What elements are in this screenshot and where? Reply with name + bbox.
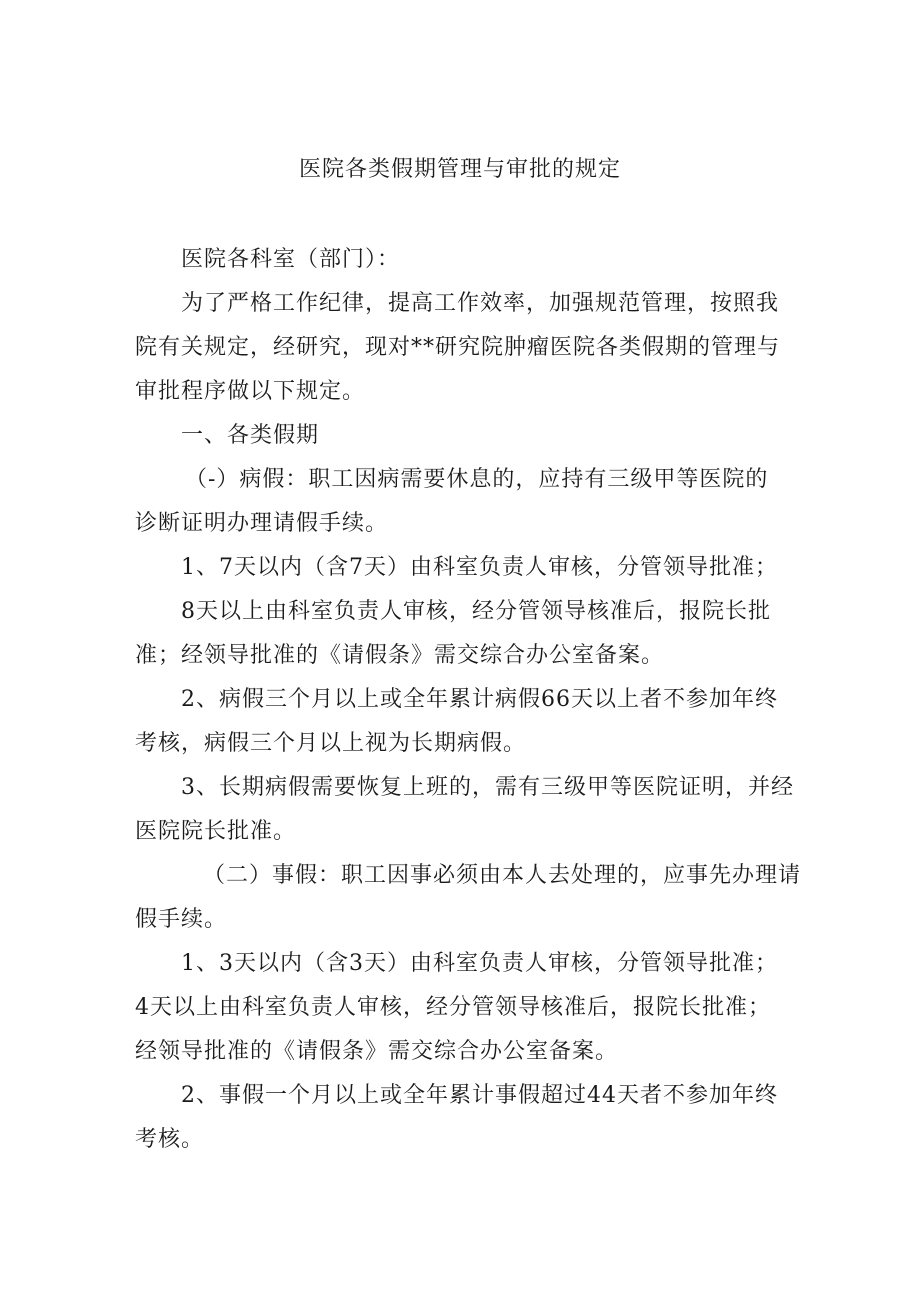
paragraph-line: 考核。 [135, 1127, 205, 1152]
subsection-line: （-）病假：职工因病需要休息的，应持有三级甲等医院的 [185, 467, 769, 492]
subsection-line: （二）事假：职工因事必须由本人去处理的，应事先办理请 [203, 863, 802, 888]
paragraph-line: 准；经领导批准的《请假条》需交综合办公室备案。 [135, 643, 665, 668]
paragraph-line: 4天以上由科室负责人审核，经分管领导核准后，报院长批准； [135, 995, 771, 1020]
item-line: 2、事假一个月以上或全年累计事假超过44天者不参加年终 [181, 1083, 778, 1108]
document-body [135, 238, 802, 1162]
paragraph-line: 假手续。 [135, 907, 228, 932]
paragraph-line: 经领导批准的《请假条》需交综合办公室备案。 [135, 1039, 619, 1064]
item-line: 8天以上由科室负责人审核，经分管领导核准后，报院长批 [181, 599, 771, 624]
document-title: 医院各类假期管理与审批的规定 [298, 157, 621, 182]
paragraph-line: 审批程序做以下规定。 [135, 379, 366, 404]
paragraph-line: 院有关规定，经研究，现对**研究院肿瘤医院各类假期的管理与 [135, 335, 781, 360]
section-heading: 一、各类假期 [181, 423, 320, 448]
item-line: 2、病假三个月以上或全年累计病假66天以上者不参加年终 [181, 687, 778, 712]
item-line: 1、7天以内（含7天）由科室负责人审核，分管领导批准； [181, 555, 778, 580]
paragraph-line: 医院院长批准。 [135, 819, 297, 844]
item-line: 3、长期病假需要恢复上班的，需有三级甲等医院证明，并经 [181, 775, 794, 800]
paragraph-line: 考核，病假三个月以上视为长期病假。 [135, 731, 527, 756]
paragraph-line: 为了严格工作纪律，提高工作效率，加强规范管理，按照我 [181, 291, 780, 316]
paragraph-line: 诊断证明办理请假手续。 [135, 511, 389, 536]
item-line: 1、3天以内（含3天）由科室负责人审核，分管领导批准； [181, 951, 778, 976]
salutation-line: 医院各科室（部门）： [181, 247, 401, 272]
